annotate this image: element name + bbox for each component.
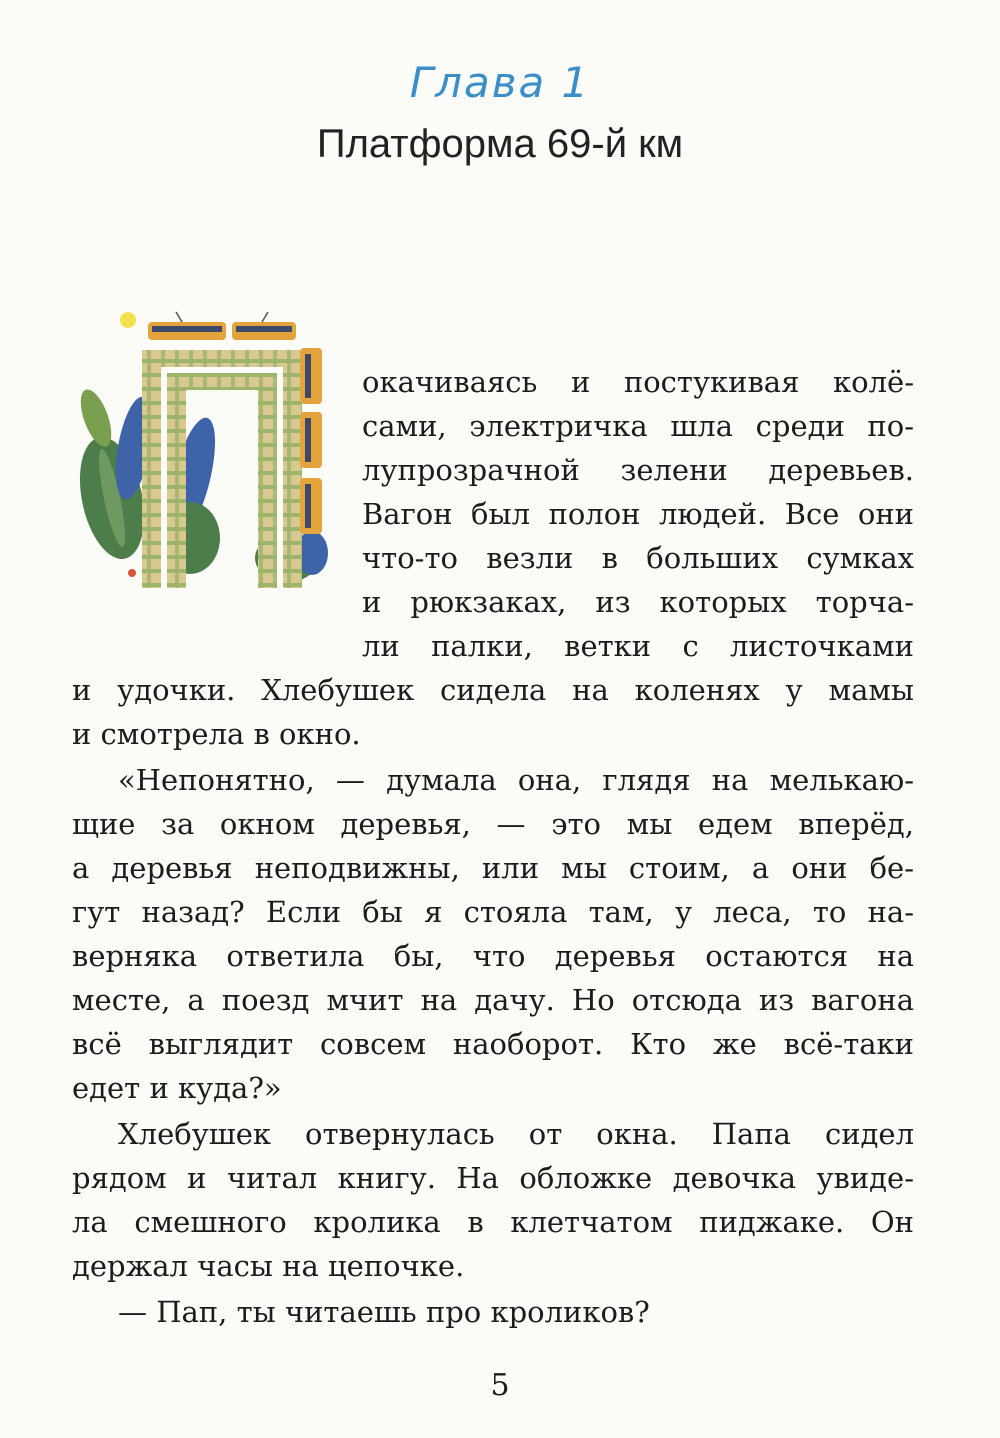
page-number: 5 (490, 1368, 510, 1403)
body-line: всё выглядит совсем наоборот. Кто же всё-таки (72, 1027, 914, 1061)
sun-icon (120, 312, 136, 328)
body-line: «Непонятно, — думала она, глядя на мелькаю- (118, 763, 914, 797)
body-line: лупрозрачной зелени деревьев. (362, 453, 914, 487)
body-line: окачиваясь и постукивая колё- (362, 365, 914, 399)
body-line: едет и куда?» (72, 1071, 282, 1105)
body-line: верняка ответила бы, что деревья остаются на (72, 939, 914, 973)
chapter-label: Глава 1 (409, 58, 591, 107)
body-line: а деревья неподвижны, или мы стоим, а они бе- (72, 851, 914, 885)
body-line: — Пап, ты читаешь про кроликов? (118, 1295, 650, 1329)
drop-cap-illustration (72, 298, 340, 598)
body-line: гут назад? Если бы я стояла там, у леса, то на- (72, 895, 914, 929)
body-line: держал часы на цепочке. (72, 1249, 465, 1283)
body-line: и удочки. Хлебушек сидела на коленях у мамы (72, 673, 914, 707)
body-line: и рюкзаках, из которых торча- (362, 585, 914, 619)
body-line: Вагон был полон людей. Все они (362, 497, 914, 531)
body-line: что-то везли в больших сумках (362, 541, 914, 575)
body-line: ли палки, ветки с листочками (362, 629, 914, 663)
body-line: щие за окном деревья, — это мы едем вперёд, (72, 807, 914, 841)
body-line: и смотрела в окно. (72, 717, 361, 751)
body-line: Хлебушек отвернулась от окна. Папа сидел (118, 1117, 914, 1151)
letter-p-track-icon (142, 350, 302, 588)
body-line: ла смешного кролика в клетчатом пиджаке. Он (72, 1205, 914, 1239)
body-line: рядом и читал книгу. На обложке девочка увиде- (72, 1161, 914, 1195)
body-line: месте, а поезд мчит на дачу. Но отсюда из вагона (72, 983, 914, 1017)
body-line: сами, электричка шла среди по- (362, 409, 914, 443)
chapter-title: Платформа 69-й км (316, 122, 684, 166)
